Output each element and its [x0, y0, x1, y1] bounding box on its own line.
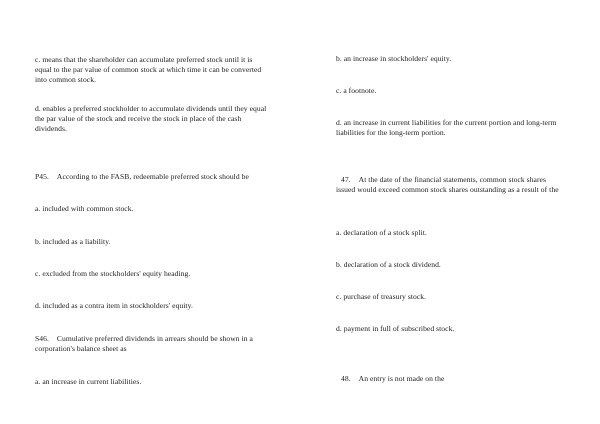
q44-option-d: d. enables a preferred stockholder to accumulate dividends until they equal the par value of the stock and receive the stock in place of the cash dividends.	[35, 104, 267, 134]
q46-question	[35, 334, 267, 354]
q47-question	[336, 175, 564, 195]
q47-number: 47.	[341, 175, 351, 184]
q48-question	[336, 374, 564, 384]
q47-stem: At the date of the financial statements, common stock shares issued would exceed common stock shares outstanding as a result of the	[336, 175, 559, 195]
q47-option-c: c. purchase of treasury stock.	[336, 292, 427, 301]
q48-stem: An entry is not made on the	[358, 374, 445, 383]
q45-option-c: c. excluded from the stockholders' equity heading.	[35, 269, 191, 278]
q46-option-d: d. an increase in current liabilities for the current portion and long-term liabilities for the long-term portion.	[336, 118, 557, 138]
q46-option-a: a. an increase in current liabilities.	[35, 377, 142, 386]
q45-question	[35, 172, 267, 182]
q45-option-a: a. included with common stock.	[35, 204, 134, 213]
q45-option-d: d. included as a contra item in stockholders' equity.	[35, 301, 193, 310]
q44-option-c: c. means that the shareholder can accumulate preferred stock until it is equal to the par value of common stock at which time it can be converted into common stock.	[35, 55, 262, 85]
q46-number: S46.	[35, 334, 49, 343]
q45-number: P45.	[35, 172, 49, 181]
q46-option-b: b. an increase in stockholders' equity.	[336, 54, 452, 63]
q45-stem: According to the FASB, redeemable preferred stock should be	[56, 172, 249, 181]
q47-option-d: d. payment in full of subscribed stock.	[336, 324, 455, 333]
q47-option-a: a. declaration of a stock split.	[336, 228, 427, 237]
q48-number: 48.	[341, 374, 351, 383]
q47-option-b: b. declaration of a stock dividend.	[336, 260, 441, 269]
q46-stem: Cumulative preferred dividends in arrears should be shown in a corporation's balance sheet as	[35, 334, 253, 354]
q46-option-c: c. a footnote.	[336, 86, 377, 95]
q45-option-b: b. included as a liability.	[35, 237, 111, 246]
